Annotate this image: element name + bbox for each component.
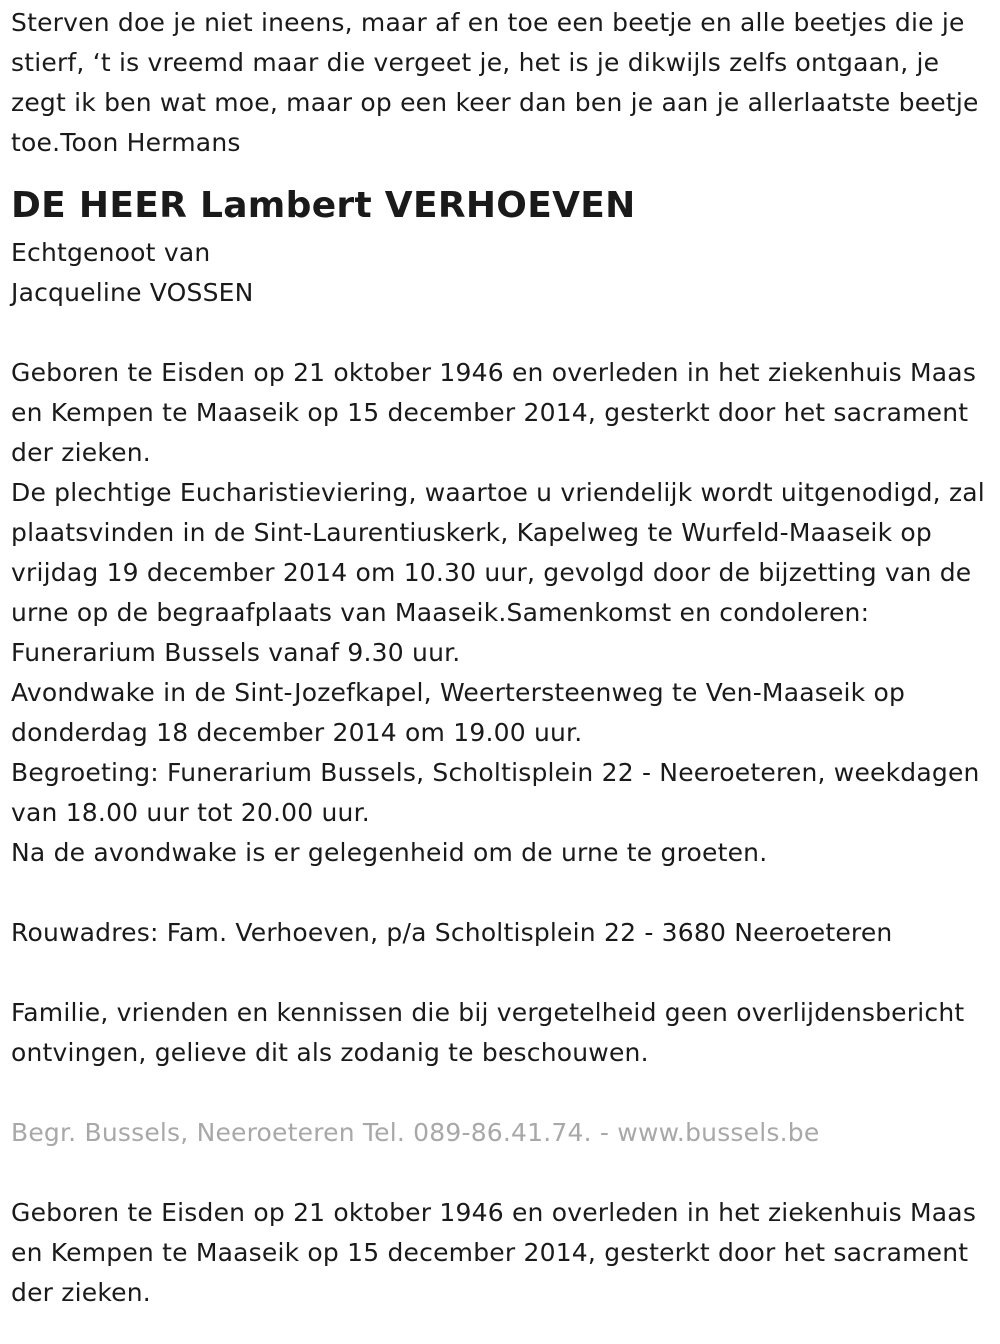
- repeat-birth-death-paragraph: Geboren te Eisden op 21 oktober 1946 en overleden in het ziekenhuis Maas en Kempen te Maaseik op 15 december 2014, gesterkt door het sacrament der zieken.: [11, 1198, 977, 1307]
- funeral-home-credit: Begr. Bussels, Neeroeteren Tel. 089-86.41.74. - www.bussels.be: [11, 1118, 820, 1147]
- section-spacer: [11, 873, 990, 913]
- deceased-name-heading: DE HEER Lambert VERHOEVEN: [11, 185, 636, 226]
- opening-quote: Sterven doe je niet ineens, maar af en toe een beetje en alle beetjes die je stierf, ‘t is vreemd maar die vergeet je, het is je dikwijls zelfs ontgaan, je zegt ik ben wat moe, maar op een keer dan ben je aan je allerlaatste beetje toe.Toon Hermans: [11, 8, 979, 157]
- urn-greeting-paragraph: Na de avondwake is er gelegenheid om de urne te groeten.: [11, 838, 768, 867]
- notice-paragraph: Familie, vrienden en kennissen die bij vergetelheid geen overlijdensbericht ontvingen, gelieve dit als zodanig te beschouwen.: [11, 998, 965, 1067]
- section-spacer: [11, 953, 990, 993]
- mourning-address: Rouwadres: Fam. Verhoeven, p/a Scholtisplein 22 - 3680 Neeroeteren: [11, 918, 893, 947]
- section-spacer: [11, 313, 990, 353]
- greeting-paragraph: Begroeting: Funerarium Bussels, Scholtisplein 22 - Neeroeteren, weekdagen van 18.00 uur tot 20.00 uur.: [11, 758, 980, 827]
- birth-death-paragraph: Geboren te Eisden op 21 oktober 1946 en overleden in het ziekenhuis Maas en Kempen te Maaseik op 15 december 2014, gesterkt door het sacrament der zieken.: [11, 358, 977, 467]
- vigil-paragraph: Avondwake in de Sint-Jozefkapel, Weertersteenweg te Ven-Maaseik op donderdag 18 december 2014 om 19.00 uur.: [11, 678, 906, 747]
- section-spacer: [11, 1153, 990, 1193]
- spouse-label: Echtgenoot van: [11, 238, 211, 267]
- spouse-name: Jacqueline VOSSEN: [11, 278, 254, 307]
- ceremony-paragraph: De plechtige Eucharistieviering, waartoe u vriendelijk wordt uitgenodigd, zal plaatsvinden in de Sint-Laurentiuskerk, Kapelweg te Wurfeld-Maaseik op vrijdag 19 december 2014 om 10.30 uur, gevolgd door de bijzetting van de urne op de begraafplaats van Maaseik.Samenkomst en condoleren: Funerarium Bussels vanaf 9.30 uur.: [11, 478, 985, 667]
- section-spacer: [11, 1073, 990, 1113]
